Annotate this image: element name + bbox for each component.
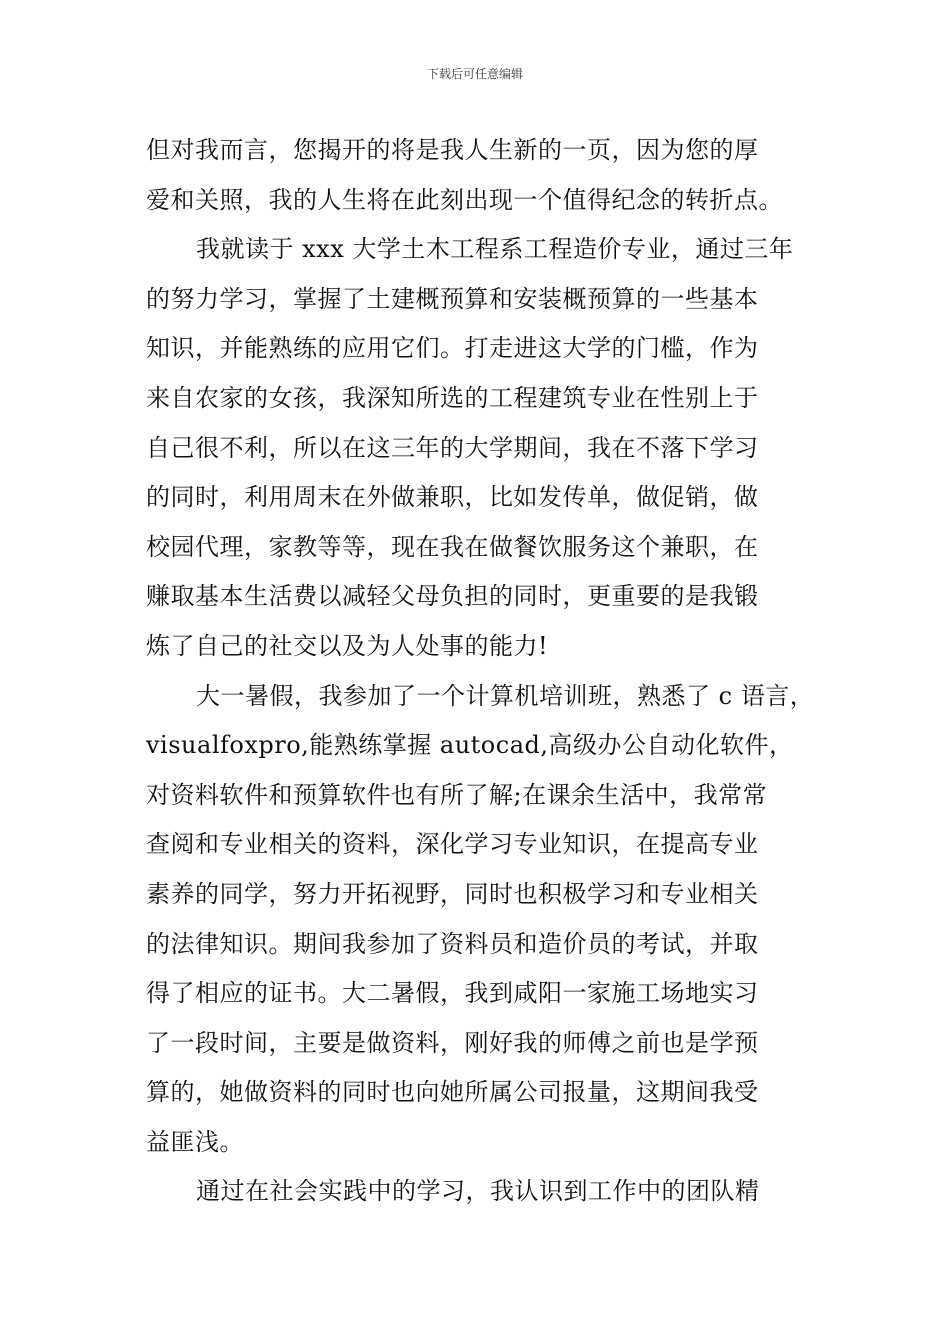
text-line: 赚取基本生活费以减轻父母负担的同时，更重要的是我锻 xyxy=(146,582,759,611)
text-line: 了一段时间，主要是做资料，刚好我的师傅之前也是学预 xyxy=(146,1028,759,1057)
text-line: 的法律知识。期间我参加了资料员和造价员的考试，并取 xyxy=(146,929,759,958)
paragraph-start-line: 我就读于 xxx 大学土木工程系工程造价专业，通过三年 xyxy=(196,235,794,264)
text-line: 自己很不利，所以在这三年的大学期间，我在不落下学习 xyxy=(146,433,759,462)
letter-body xyxy=(146,126,826,1217)
page-header: 下载后可任意编辑 xyxy=(426,67,523,81)
text-line: 爱和关照，我的人生将在此刻出现一个值得纪念的转折点。 xyxy=(146,185,783,214)
text-line: 的努力学习，掌握了土建概预算和安装概预算的一些基本 xyxy=(146,284,759,313)
text-line: 校园代理，家教等等，现在我在做餐饮服务这个兼职，在 xyxy=(146,532,759,561)
paragraph-start-line: 大一暑假，我参加了一个计算机培训班，熟悉了 c 语言， xyxy=(196,681,815,710)
text-line: visualfoxpro,能熟练掌握 autocad,高级办公自动化软件， xyxy=(146,731,794,760)
text-line: 知识，并能熟练的应用它们。打走进这大学的门槛，作为 xyxy=(146,334,759,363)
paragraph-start-line: 通过在社会实践中的学习，我认识到工作中的团队精 xyxy=(196,1177,760,1206)
text-line: 来自农家的女孩，我深知所选的工程建筑专业在性别上于 xyxy=(146,383,759,412)
text-line: 对资料软件和预算软件也有所了解;在课余生活中，我常常 xyxy=(146,780,768,809)
text-line: 素养的同学，努力开拓视野，同时也积极学习和专业相关 xyxy=(146,879,759,908)
text-line: 但对我而言，您揭开的将是我人生新的一页，因为您的厚 xyxy=(146,136,759,164)
text-line: 得了相应的证书。大二暑假，我到咸阳一家施工场地实习 xyxy=(146,979,759,1008)
text-line: 算的，她做资料的同时也向她所属公司报量，这期间我受 xyxy=(146,1078,759,1107)
text-line: 的同时，利用周末在外做兼职，比如发传单，做促销，做 xyxy=(146,483,759,512)
text-line: 益匪浅。 xyxy=(146,1127,244,1156)
text-line: 查阅和专业相关的资料，深化学习专业知识，在提高专业 xyxy=(146,830,759,859)
text-line: 炼了自己的社交以及为人处事的能力! xyxy=(146,631,549,660)
